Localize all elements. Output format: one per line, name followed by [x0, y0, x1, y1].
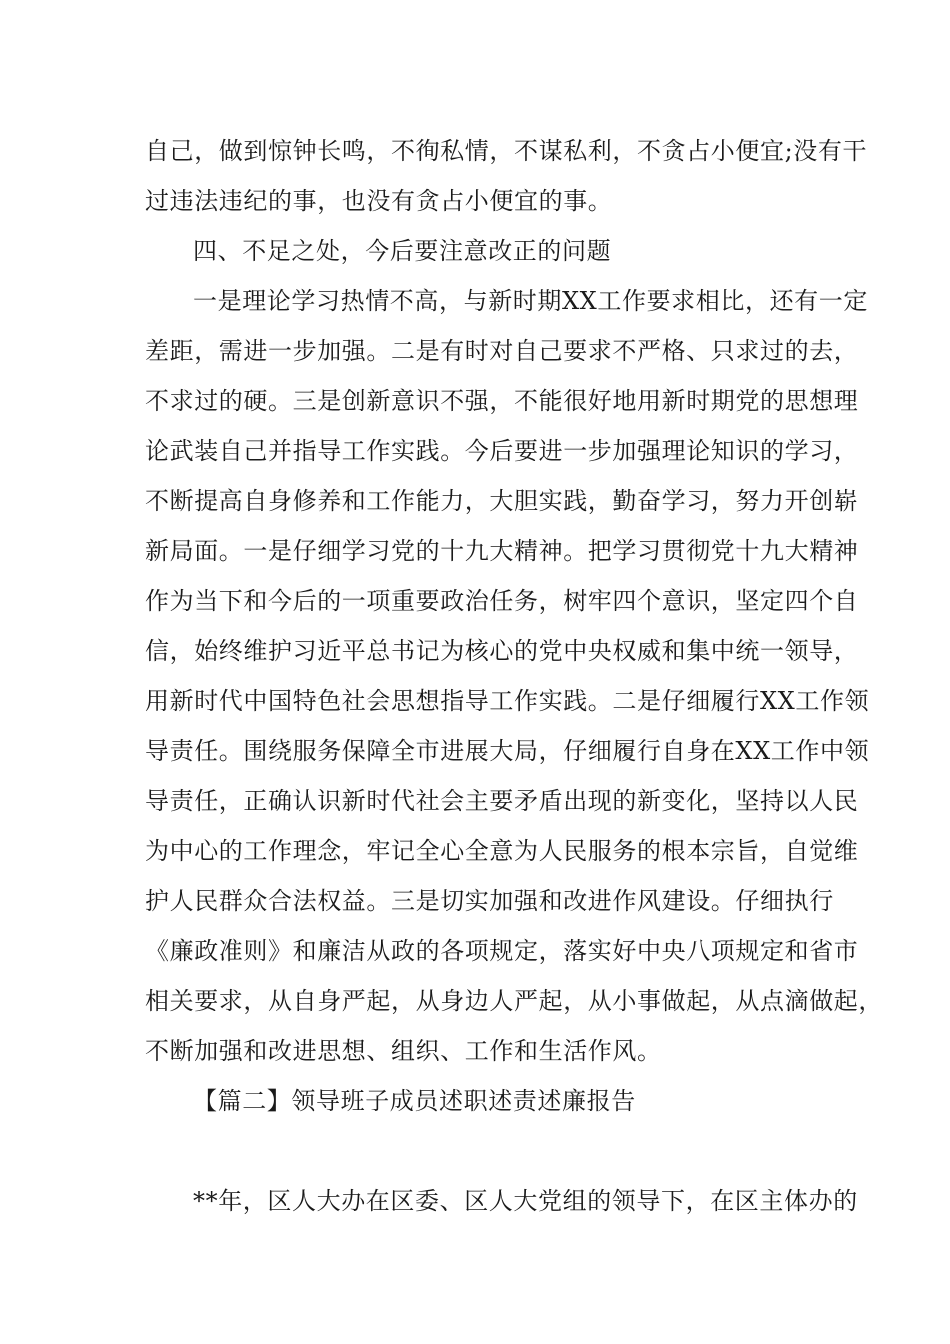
- paragraph-line: 自己，做到惊钟长鸣，不徇私情，不谋私利，不贪占小便宜;没有干: [145, 137, 868, 165]
- paragraph-line: 《廉政准则》和廉洁从政的各项规定，落实好中央八项规定和省市: [145, 937, 859, 965]
- paragraph-line: 导责任，正确认识新时代社会主要矛盾出现的新变化，坚持以人民: [145, 787, 859, 815]
- paragraph-line: 用新时代中国特色社会思想指导工作实践。二是仔细履行XX工作领: [145, 687, 870, 715]
- paragraph-line: 导责任。围绕服务保障全市进展大局，仔细履行自身在XX工作中领: [145, 737, 870, 765]
- paragraph-line: 护人民群众合法权益。三是切实加强和改进作风建设。仔细执行: [145, 887, 834, 915]
- paragraph-line: 为中心的工作理念，牢记全心全意为人民服务的根本宗旨，自觉维: [145, 837, 859, 865]
- paragraph-line: 一是理论学习热情不高，与新时期XX工作要求相比，还有一定: [193, 287, 868, 315]
- paragraph-line: 作为当下和今后的一项重要政治任务，树牢四个意识，坚定四个自: [145, 587, 859, 615]
- paragraph-line: 过违法违纪的事，也没有贪占小便宜的事。: [145, 187, 613, 215]
- paragraph-line: **年，区人大办在区委、区人大党组的领导下，在区主体办的: [193, 1187, 858, 1215]
- article-title: 【篇二】领导班子成员述职述责述廉报告: [193, 1087, 636, 1115]
- paragraph-line: 论武装自己并指导工作实践。今后要进一步加强理论知识的学习，: [145, 437, 859, 465]
- paragraph-line: 差距，需进一步加强。二是有时对自己要求不严格、只求过的去，: [145, 337, 859, 365]
- paragraph-line: 信，始终维护习近平总书记为核心的党中央权威和集中统一领导，: [145, 637, 859, 665]
- paragraph-line: 不断加强和改进思想、组织、工作和生活作风。: [145, 1037, 662, 1065]
- paragraph-line: 新局面。一是仔细学习党的十九大精神。把学习贯彻党十九大精神: [145, 537, 859, 565]
- section-heading: 四、不足之处，今后要注意改正的问题: [193, 237, 612, 265]
- paragraph-line: 不断提高自身修养和工作能力，大胆实践，勤奋学习，努力开创崭: [145, 487, 859, 515]
- paragraph-line: 相关要求，从自身严起，从身边人严起，从小事做起，从点滴做起，: [145, 987, 883, 1015]
- paragraph-line: 不求过的硬。三是创新意识不强，不能很好地用新时期党的思想理: [145, 387, 859, 415]
